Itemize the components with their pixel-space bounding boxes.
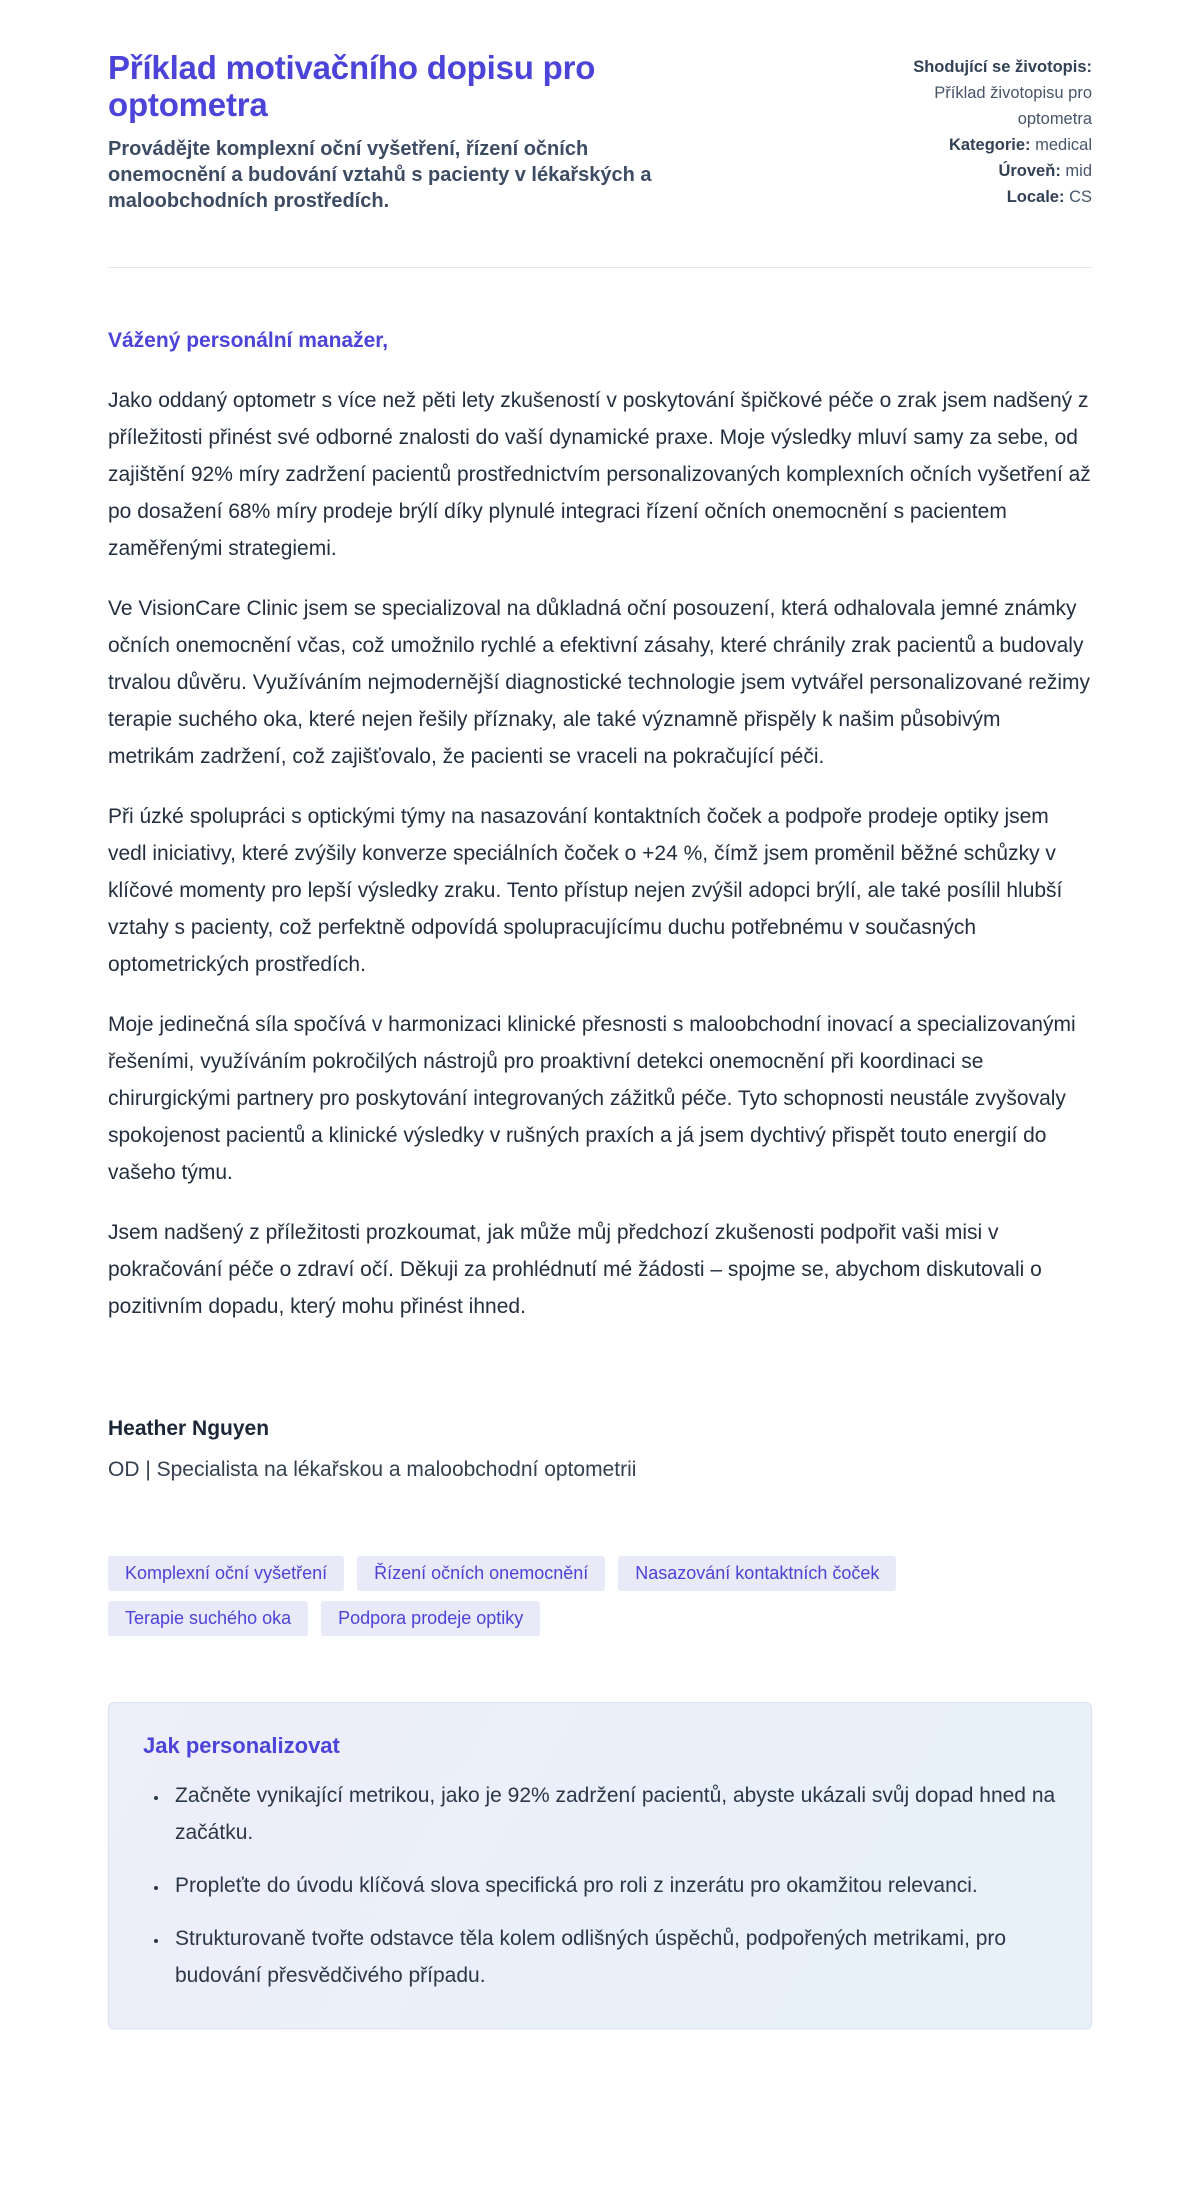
cover-letter-page [108, 0, 1092, 2029]
tips-list [143, 1777, 1057, 1994]
letter-paragraph: Jsem nadšený z příležitosti prozkoumat, jak může můj předchozí zkušenosti podpořit vaši misi v pokračování péče o zdraví očí. Děkuji za prohlédnutí mé žádosti – spojme se, abychom diskutovali o pozitivním dopadu, který mohu přinést ihned. [108, 1220, 1042, 1318]
meta-label: Úroveň: [998, 162, 1061, 180]
meta-block [900, 50, 1092, 210]
header-divider [108, 267, 1092, 268]
letter-paragraph: Moje jedinečná síla spočívá v harmonizaci klinické přesnosti s maloobchodní inovací a specializovanými řešeními, využíváním pokročilých nástrojů pro proaktivní detekci onemocnění při koordinaci se chirurgickými partnery pro poskytování integrovaných zážitků péče. Tyto schopnosti neustále zvyšovaly spokojenost pacientů a klinické výsledky v rušných praxích a já jsem dychtivý přispět touto energií do vašeho týmu. [108, 1012, 1076, 1184]
meta-value: Příklad životopisu pro optometra [934, 84, 1092, 128]
signature-title: OD | Specialista na lékařskou a maloobchodní optometrii [108, 1458, 637, 1482]
meta-value: mid [1065, 162, 1092, 180]
personalization-tips-box [108, 1702, 1092, 2029]
tag-chip: Podpora prodeje optiky [321, 1601, 540, 1636]
meta-matching-resume [900, 54, 1092, 132]
tag-chip: Nasazování kontaktních čoček [618, 1556, 896, 1591]
meta-label: Locale: [1006, 188, 1065, 206]
tip-item: • Začněte vynikající metrikou, jako je 92% zadržení pacientů, abyste ukázali svůj dopad hned na začátku. [169, 1777, 1057, 1851]
meta-label: Kategorie: [948, 136, 1031, 154]
title-block [108, 50, 688, 214]
letter-greeting: Vážený personální manažer, [108, 328, 389, 352]
letter-body [108, 322, 1092, 1484]
tag-chip: Terapie suchého oka [108, 1601, 308, 1636]
tip-item: • Strukturovaně tvořte odstavce těla kolem odlišných úspěchů, podpořených metrikami, pro budování přesvědčivého případu. [169, 1920, 1057, 1994]
skill-tags [108, 1556, 1092, 1636]
meta-locale [900, 184, 1092, 210]
letter-paragraph: Při úzké spolupráci s optickými týmy na nasazování kontaktních čoček a podpoře prodeje optiky jsem vedl iniciativy, které zvýšily konverze speciálních čoček o +24 %, čímž jsem proměnil běžné schůzky v klíčové momenty pro lepší výsledky zraku. Tento přístup nejen zvýšil adopci brýlí, ale také posílil hlubší vztahy s pacienty, což perfektně odpovídá spolupracujícímu duchu potřebnému v současných optometrických prostředích. [108, 804, 1063, 976]
signature-name: Heather Nguyen [108, 1416, 270, 1440]
page-title: Příklad motivačního dopisu pro optometra [108, 49, 596, 123]
meta-level [900, 158, 1092, 184]
signature-block [108, 1415, 1092, 1484]
tips-title: Jak personalizovat [143, 1732, 340, 1758]
letter-paragraph: Ve VisionCare Clinic jsem se specializoval na důkladná oční posouzení, která odhalovala jemné známky očních onemocnění včas, což umožnilo rychlé a efektivní zásahy, které chránily zrak pacientů a budovaly trvalou důvěru. Využíváním nejmodernější diagnostické technologie jsem vytvářel personalizované režimy terapie suchého oka, které nejen řešily příznaky, ale také významně přispěly k našim působivým metrikám zadržení, což zajišťovalo, že pacienti se vraceli na pokračující péči. [108, 596, 1091, 768]
meta-value: medical [1035, 136, 1092, 154]
tag-chip: Komplexní oční vyšetření [108, 1556, 344, 1591]
meta-category [900, 132, 1092, 158]
tag-chip: Řízení očních onemocnění [357, 1556, 605, 1591]
letter-paragraph: Jako oddaný optometr s více než pěti lety zkušeností v poskytování špičkové péče o zrak jsem nadšený z příležitosti přinést své odborné znalosti do vaší dynamické praxe. Moje výsledky mluví samy za sebe, od zajištění 92% míry zadržení pacientů prostřednictvím personalizovaných komplexních očních vyšetření až po dosažení 68% míry prodeje brýlí díky plynulé integraci řízení očních onemocnění s pacientem zaměřenými strategiemi. [108, 388, 1091, 560]
page-subtitle: Provádějte komplexní oční vyšetření, řízení očních onemocnění a budování vztahů s pacienty v lékařských a maloobchodních prostředích. [108, 137, 652, 212]
meta-value: CS [1069, 188, 1092, 206]
page-header [108, 50, 1092, 214]
tip-item: • Propleťte do úvodu klíčová slova specifická pro roli z inzerátu pro okamžitou relevanci. [169, 1867, 1057, 1904]
meta-label: Shodující se životopis: [913, 58, 1092, 76]
